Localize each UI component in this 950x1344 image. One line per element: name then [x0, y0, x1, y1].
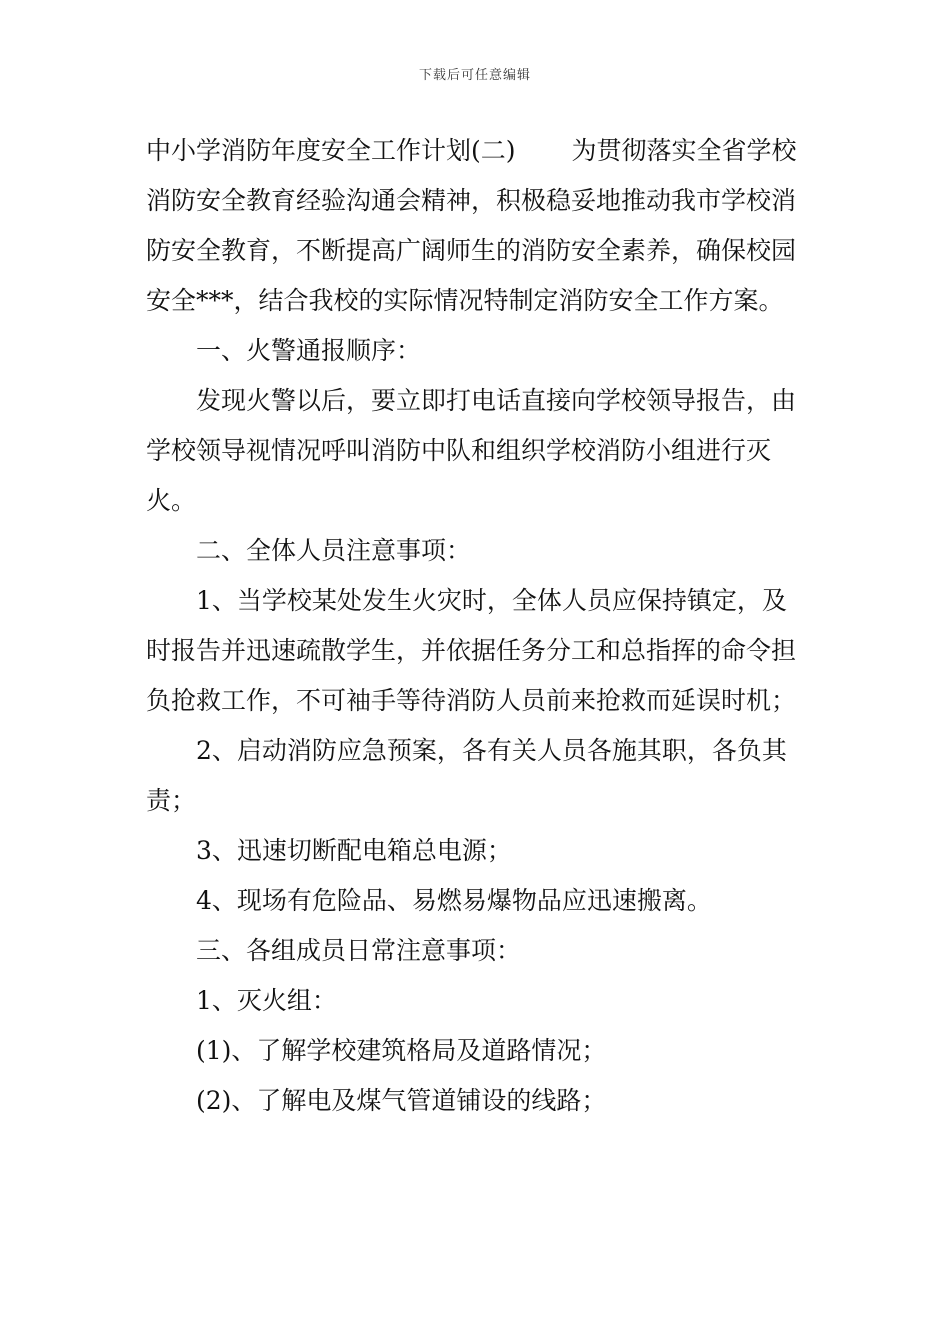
- sub-item-2: (2)、了解电及煤气管道铺设的线路；: [196, 1086, 607, 1115]
- document-body: [146, 126, 806, 1126]
- section-heading-3: 三、各组成员日常注意事项：: [196, 936, 522, 965]
- document-title: 中小学消防年度安全工作计划(二): [146, 136, 516, 165]
- sub-item-1: (1)、了解学校建筑格局及道路情况；: [196, 1036, 607, 1065]
- section-heading-1: 一、火警通报顺序：: [196, 336, 422, 365]
- subsection-heading-fire-team: 1、灭火组：: [196, 986, 337, 1015]
- page-header: 下载后可任意编辑: [418, 68, 531, 83]
- paragraph-alarm-procedure: 发现火警以后，要立即打电话直接向学校领导报告，由学校领导视情况呼叫消防中队和组织学校消防小组进行灭火。: [146, 386, 797, 515]
- list-item-2: 2、启动消防应急预案，各有关人员各施其职，各负其责；: [146, 736, 787, 815]
- list-item-3: 3、迅速切断配电箱总电源；: [196, 836, 512, 865]
- list-item-4: 4、现场有危险品、易燃易爆物品应迅速搬离。: [196, 886, 712, 915]
- list-item-1: 1、当学校某处发生火灾时，全体人员应保持镇定，及时报告并迅速疏散学生，并依据任务分工和总指挥的命令担负抢救工作，不可袖手等待消防人员前来抢救而延误时机；: [146, 586, 797, 715]
- intro-text: 为贯彻落实全省学校消防安全教育经验沟通会精神，积极稳妥地推动我市学校消防安全教育，不断提高广阔师生的消防安全素养，确保校园安全***，结合我校的实际情况特制定消防安全工作方案。: [146, 136, 797, 315]
- section-heading-2: 二、全体人员注意事项：: [196, 536, 472, 565]
- intro-paragraph: [146, 126, 806, 326]
